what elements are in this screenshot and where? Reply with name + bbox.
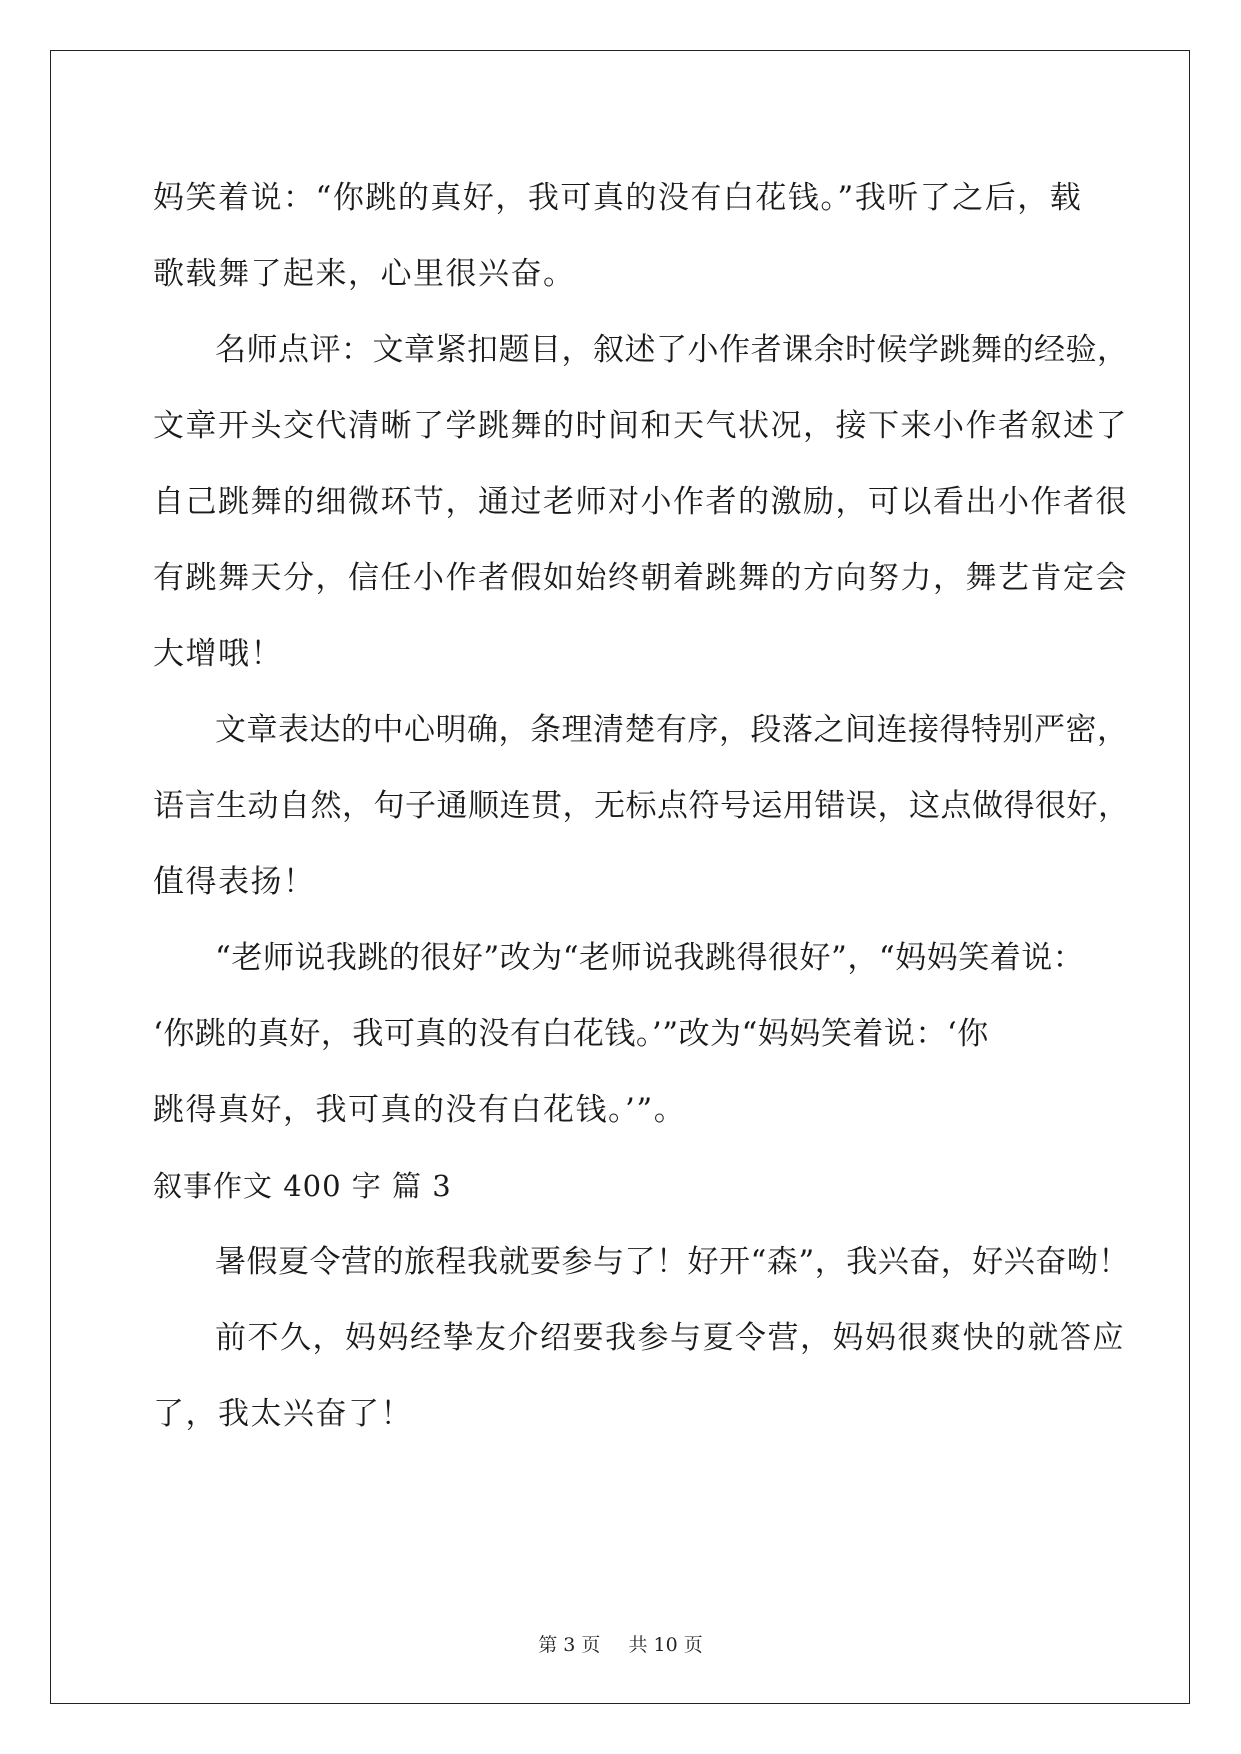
- page-number: 第 3 页: [538, 1634, 601, 1656]
- text-line: ‘你跳的真好，我可真的没有白花钱。’”改为“妈妈笑着说：‘你: [153, 1016, 989, 1052]
- text-line: “老师说我跳的很好”改为“老师说我跳得很好”，“妈妈笑着说：: [215, 940, 1085, 976]
- text-line: 语言生动自然，句子通顺连贯，无标点符号运用错误，这点做得很好，: [153, 788, 1130, 824]
- page-footer: [0, 1630, 1241, 1657]
- text-line: 值得表扬！: [153, 864, 316, 900]
- text-line: 暑假夏令营的旅程我就要参与了！好开“森”，我兴奋，好兴奋呦！: [215, 1244, 1130, 1280]
- text-line: 名师点评：文章紧扣题目，叙述了小作者课余时候学跳舞的经验，: [215, 332, 1129, 368]
- text-line: 大增哦！: [153, 636, 283, 672]
- page-total: 共 10 页: [628, 1634, 703, 1656]
- text-line: 妈笑着说：“你跳的真好，我可真的没有白花钱。”我听了之后，载: [153, 180, 1083, 216]
- section-heading: 叙事作文 400 字 篇 3: [153, 1169, 452, 1203]
- text-line: 了，我太兴奋了！: [153, 1396, 413, 1432]
- text-line: 跳得真好，我可真的没有白花钱。’”。: [153, 1092, 687, 1128]
- text-line: 歌载舞了起来，心里很兴奋。: [153, 256, 576, 292]
- document-body: [153, 160, 1130, 1452]
- text-line: 文章开头交代清晰了学跳舞的时间和天气状况，接下来小作者叙述了: [153, 408, 1128, 444]
- text-line: 有跳舞天分，信任小作者假如始终朝着跳舞的方向努力，舞艺肯定会: [153, 560, 1128, 596]
- text-line: 自己跳舞的细微环节，通过老师对小作者的激励，可以看出小作者很: [153, 484, 1128, 520]
- text-line: 前不久，妈妈经挚友介绍要我参与夏令营，妈妈很爽快的就答应: [215, 1320, 1125, 1356]
- text-line: 文章表达的中心明确，条理清楚有序，段落之间连接得特别严密，: [215, 712, 1129, 748]
